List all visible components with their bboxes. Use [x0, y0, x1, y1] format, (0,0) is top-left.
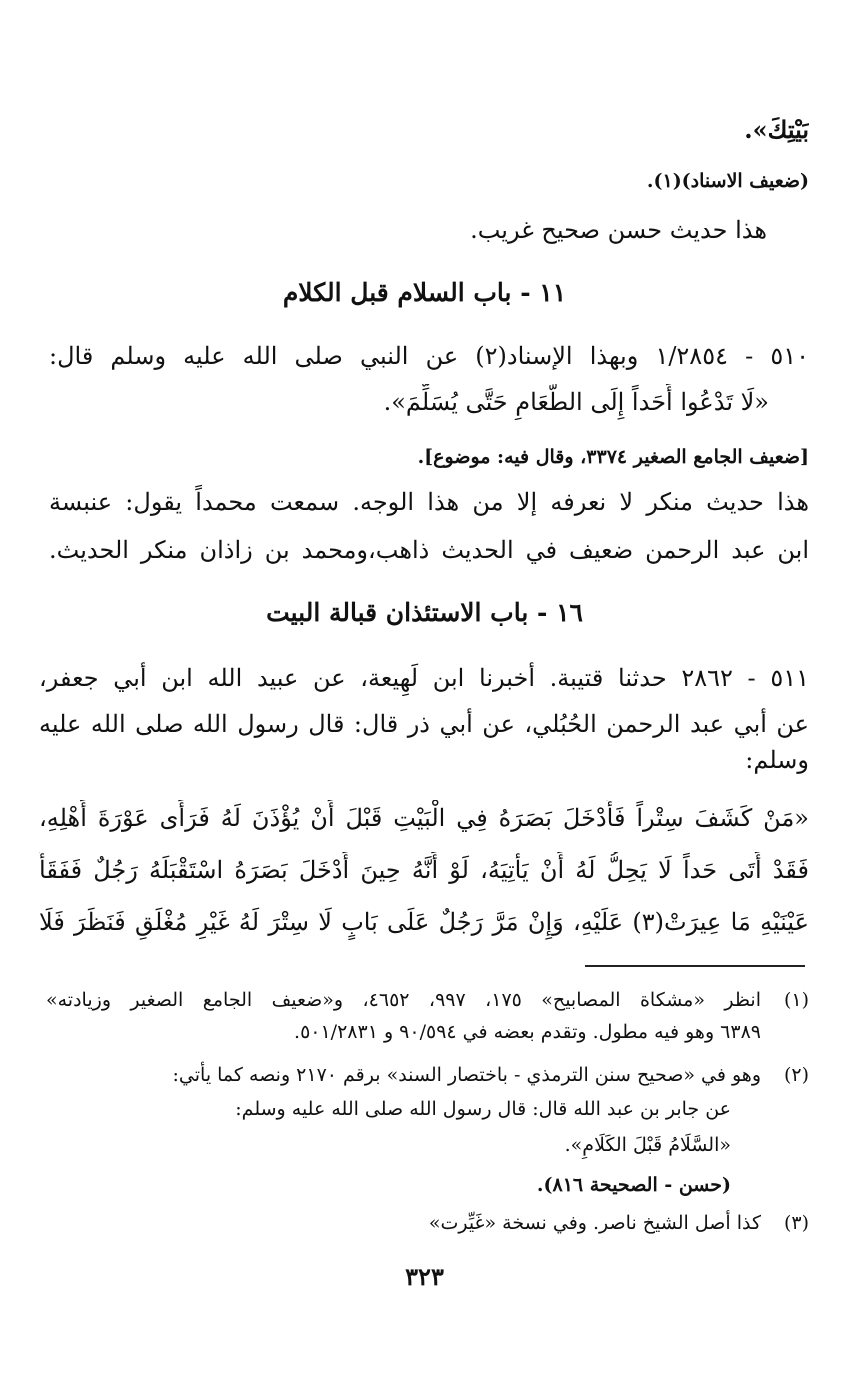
footnote-text: ٦٣٨٩ وهو فيه مطول. وتقدم بعضه في ٩٠/٥٩٤ و ٥٠١/٢٨٣١. [294, 1021, 761, 1043]
hadith-quote: عَيْنَيْهِ مَا عِيرَتْ(٣) عَلَيْهِ، وَإِنْ مَرَّ رَجُلٌ عَلَى بَابٍ لَا سِتْرَ لَهُ غَيْرِ مُغْلَقٍ فَنَظَرَ فَلَا [39, 908, 809, 936]
footnote-text: عن جابر بن عبد الله قال: قال رسول الله صلى الله عليه وسلم: [235, 1098, 731, 1120]
footnote-text: وهو في «صحيح سنن الترمذي - باختصار السند» برقم ٢١٧٠ ونصه كما يأتي: [172, 1064, 761, 1086]
footnote-text: كذا أصل الشيخ ناصر. وفي نسخة «غَيِّرت» [428, 1212, 761, 1234]
hadith-line: عن أبي عبد الرحمن الحُبُلي، عن أبي ذر قال: قال رسول الله صلى الله عليه [39, 710, 809, 738]
footnote-marker: (٣) [783, 1212, 809, 1234]
hadith-line: ٥١٠ - ١/٢٨٥٤ وبهذا الإسناد(٢) عن النبي صلى الله عليه وسلم قال: [49, 342, 809, 370]
footnote-text: انظر «مشكاة المصابيح» ١٧٥، ٩٩٧، ٤٦٥٢، و«ضعيف الجامع الصغير وزيادته» [46, 989, 761, 1011]
hadith-line: ٥١١ - ٢٨٦٢ حدثنا قتيبة. أخبرنا ابن لَهِيعة، عن عبيد الله ابن أبي جعفر، [39, 664, 809, 692]
grading-note: (ضعيف الاسناد)(١). [646, 170, 809, 192]
text-line: ابن عبد الرحمن ضعيف في الحديث ذاهب،ومحمد بن زاذان منكر الحديث. [49, 536, 809, 564]
footnote-text: (حسن - الصحيحة ٨١٦). [536, 1174, 731, 1196]
hadith-line: وسلم: [745, 746, 809, 774]
footnote-text: «السَّلَامُ قَبْلَ الكَلَامِ». [564, 1134, 731, 1156]
hadith-quote: فَقَدْ أَتَى حَداً لَا يَحِلُّ لَهُ أَنْ يَأْتِيَهُ، لَوْ أَنَّهُ حِينَ أَدْخَلَ بَصَرَهُ اسْتَقْبَلَهُ رَجُلٌ فَفَقَأَ [39, 856, 809, 884]
text-line: بَيْتِكَ». [744, 115, 809, 144]
section-heading: ١١ - باب السلام قبل الكلام [282, 278, 567, 307]
footnote-marker: (٢) [783, 1064, 809, 1086]
text-line: هذا حديث منكر لا نعرفه إلا من هذا الوجه. سمعت محمداً يقول: عنبسة [49, 488, 809, 516]
grading-note: [ضعيف الجامع الصغير ٣٣٧٤، وقال فيه: موضوع]. [417, 446, 809, 468]
footnote-marker: (١) [783, 989, 809, 1011]
page-number: ٣٢٣ [405, 1262, 444, 1291]
hadith-quote: «مَنْ كَشَفَ سِتْراً فَأَدْخَلَ بَصَرَهُ فِي الْبَيْتِ قَبْلَ أَنْ يُؤْذَنَ لَهُ فَرَأَى عَوْرَةَ أَهْلِهِ، [39, 804, 809, 832]
footnote-divider [585, 965, 805, 967]
section-heading: ١٦ - باب الاستئذان قبالة البيت [266, 598, 583, 627]
text-line: هذا حديث حسن صحيح غريب. [470, 216, 767, 244]
hadith-quote: «لَا تَدْعُوا أَحَداً إِلَى الطَّعَامِ حَتَّى يُسَلِّمَ». [383, 388, 769, 416]
